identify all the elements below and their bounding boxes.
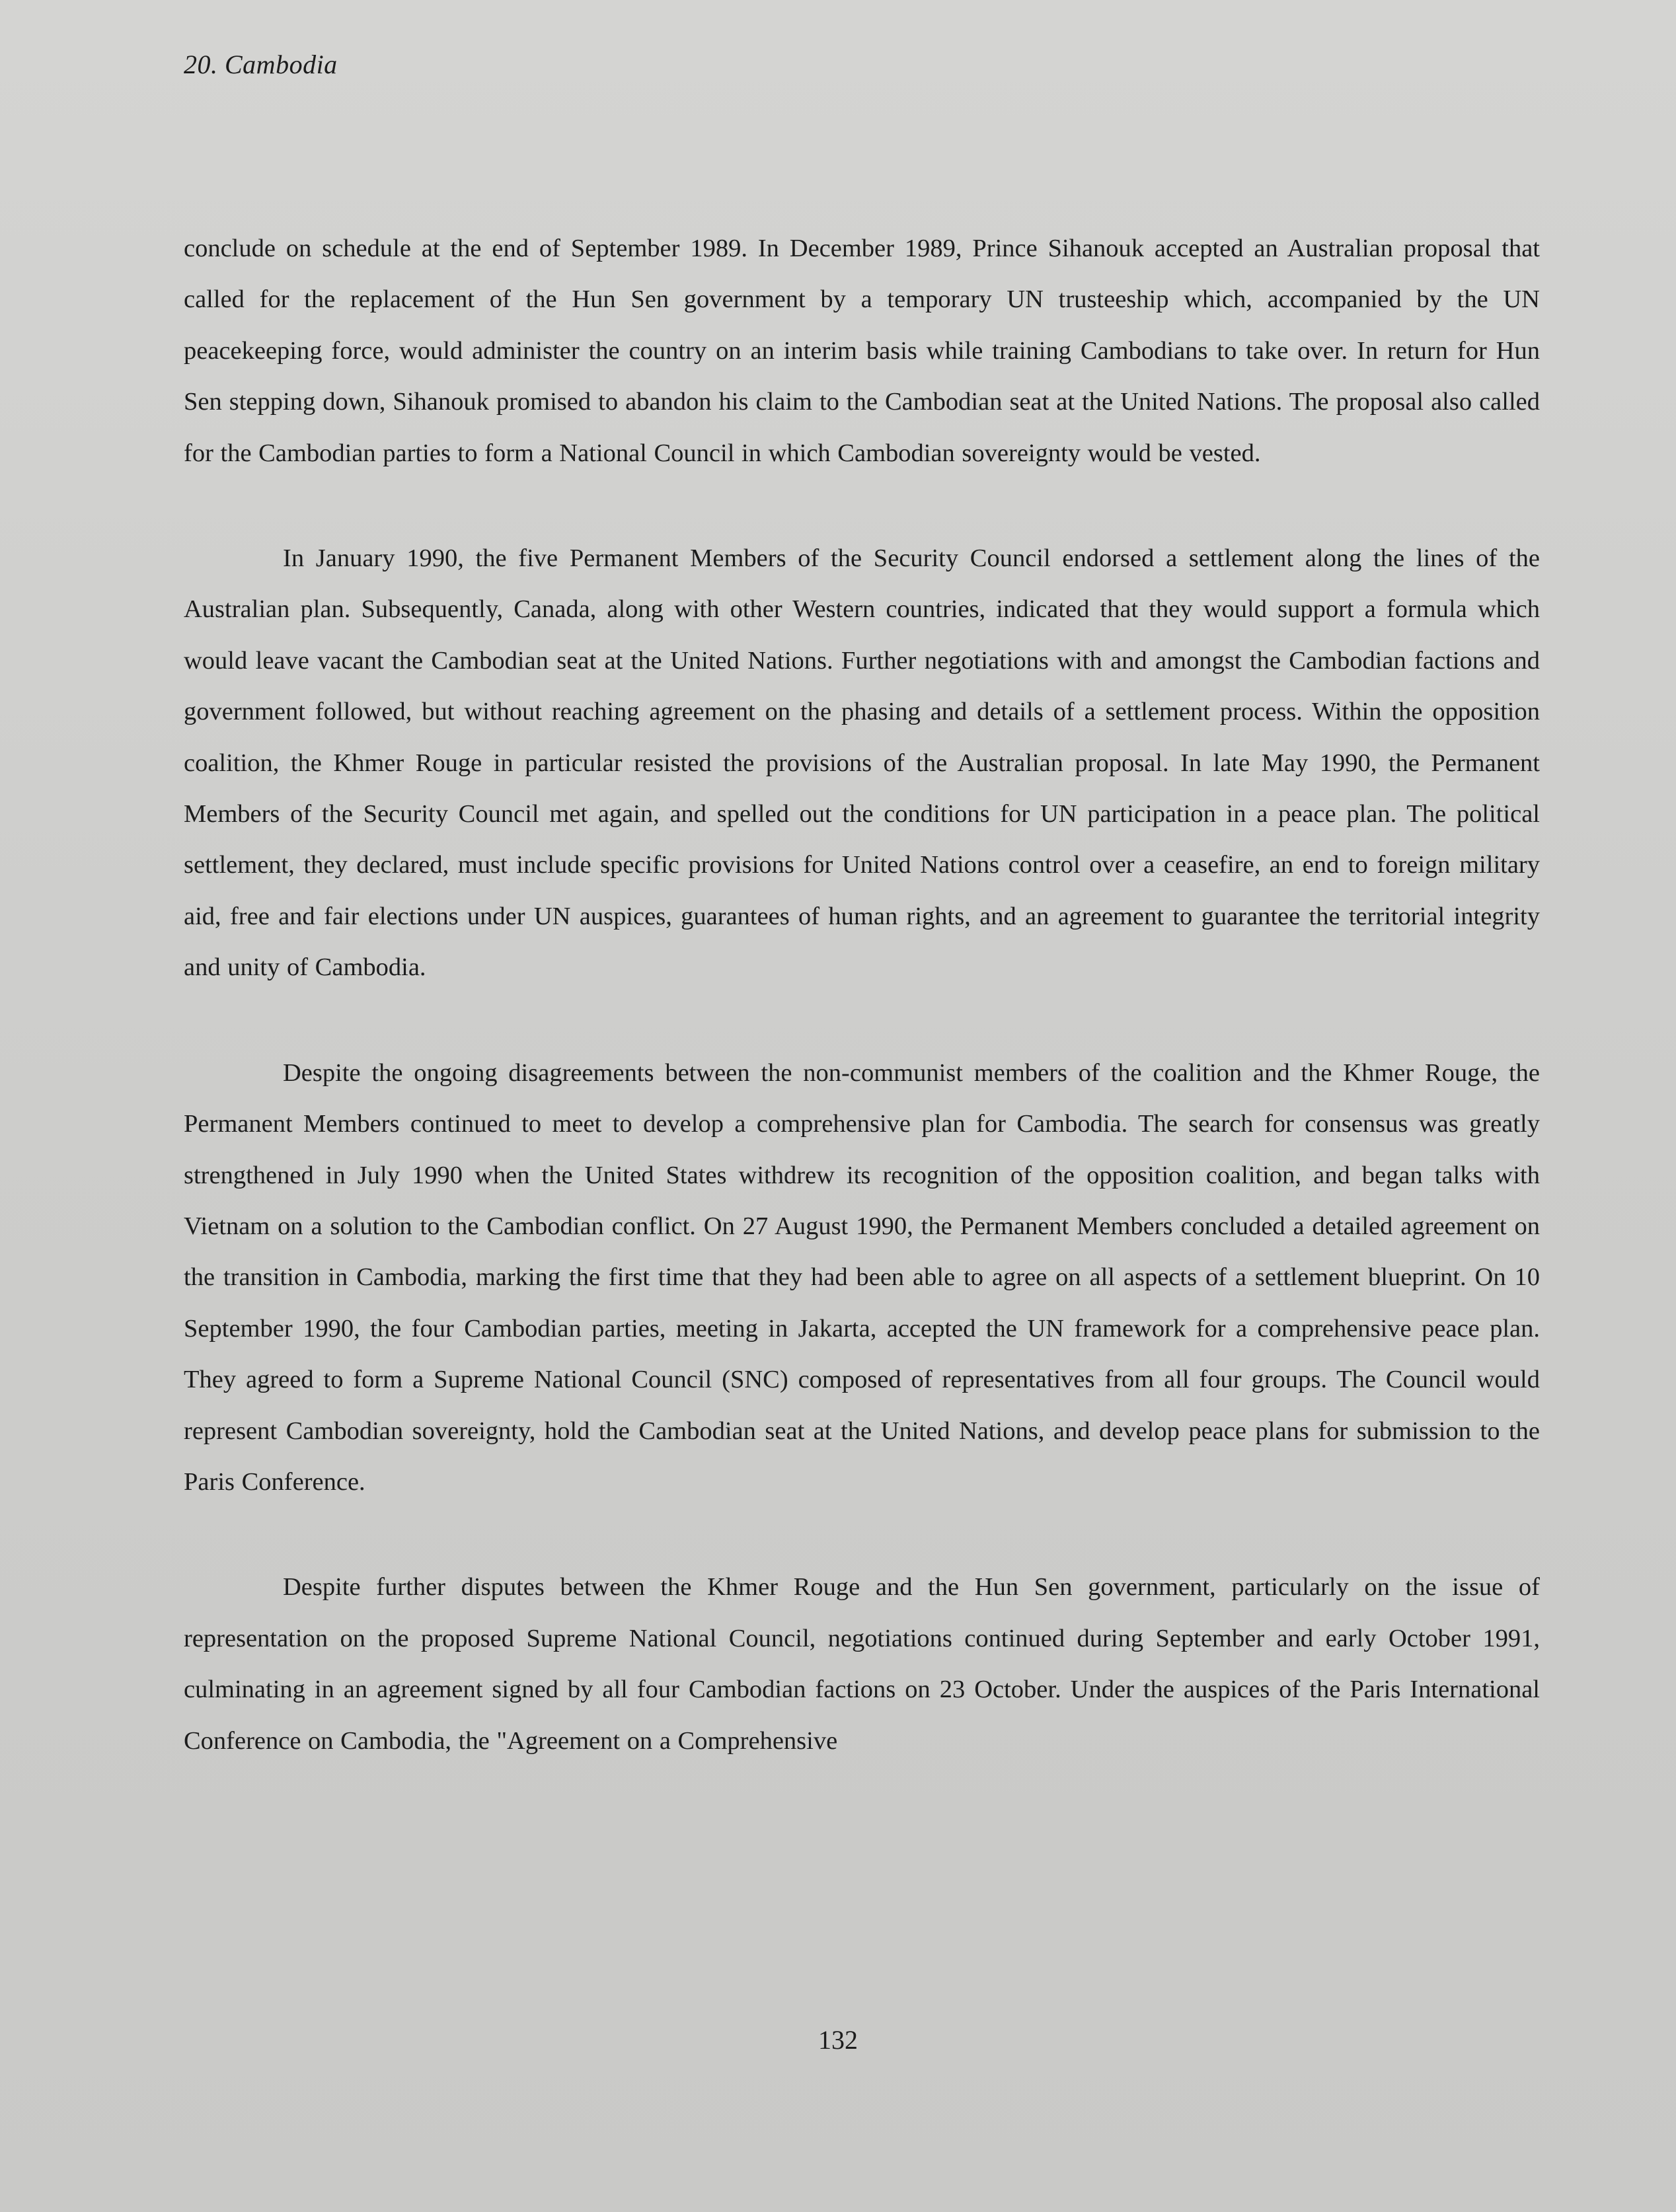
page-number: 132: [818, 2025, 858, 2055]
paragraph-continuation: conclude on schedule at the end of September 1989. In December 1989, Prince Sihanouk accepted an Australian proposal that called for the replacement of the Hun Sen government by a temporary UN trusteeship which, accompanied by the UN peacekeeping force, would administer the country on an interim basis while training Cambodians to take over. In return for Hun Sen stepping down, Sihanouk promised to abandon his claim to the Cambodian seat at the United Nations. The proposal also called for the Cambodian parties to form a National Council in which Cambodian sovereignty would be vested.: [184, 235, 1540, 467]
paragraph-january-1990: In January 1990, the five Permanent Members of the Security Council endorsed a settlement along the lines of the Australian plan. Subsequently, Canada, along with other Western countries, indicated that they would support a formula which would leave vacant the Cambodian seat at the United Nations. Further negotiations with and amongst the Cambodian factions and government followed, but without reaching agreement on the phasing and details of a settlement process. Within the opposition coalition, the Khmer Rouge in particular resisted the provisions of the Australian proposal. In late May 1990, the Permanent Members of the Security Council met again, and spelled out the conditions for UN participation in a peace plan. The political settlement, they declared, must include specific provisions for United Nations control over a ceasefire, an end to foreign military aid, free and fair elections under UN auspices, guarantees of human rights, and an agreement to guarantee the territorial integrity and unity of Cambodia.: [184, 544, 1540, 982]
body-text: [184, 223, 1540, 1821]
running-head: 20. Cambodia: [184, 50, 338, 79]
paragraph-paris-agreement: Despite further disputes between the Khmer Rouge and the Hun Sen government, particularly on the issue of representation on the proposed Supreme National Council, negotiations continued during September and early October 1991, culminating in an agreement signed by all four Cambodian factions on 23 October. Under the auspices of the Paris International Conference on Cambodia, the "Agreement on a Comprehensive: [184, 1573, 1540, 1755]
paragraph-permanent-members: Despite the ongoing disagreements between the non-communist members of the coalition and the Khmer Rouge, the Permanent Members continued to meet to develop a comprehensive plan for Cambodia. The search for consensus was greatly strengthened in July 1990 when the United States withdrew its recognition of the opposition coalition, and began talks with Vietnam on a solution to the Cambodian conflict. On 27 August 1990, the Permanent Members concluded a detailed agreement on the transition in Cambodia, marking the first time that they had been able to agree on all aspects of a settlement blueprint. On 10 September 1990, the four Cambodian parties, meeting in Jakarta, accepted the UN framework for a comprehensive peace plan. They agreed to form a Supreme National Council (SNC) composed of representatives from all four groups. The Council would represent Cambodian sovereignty, hold the Cambodian seat at the United Nations, and develop peace plans for submission to the Paris Conference.: [184, 1058, 1540, 1496]
